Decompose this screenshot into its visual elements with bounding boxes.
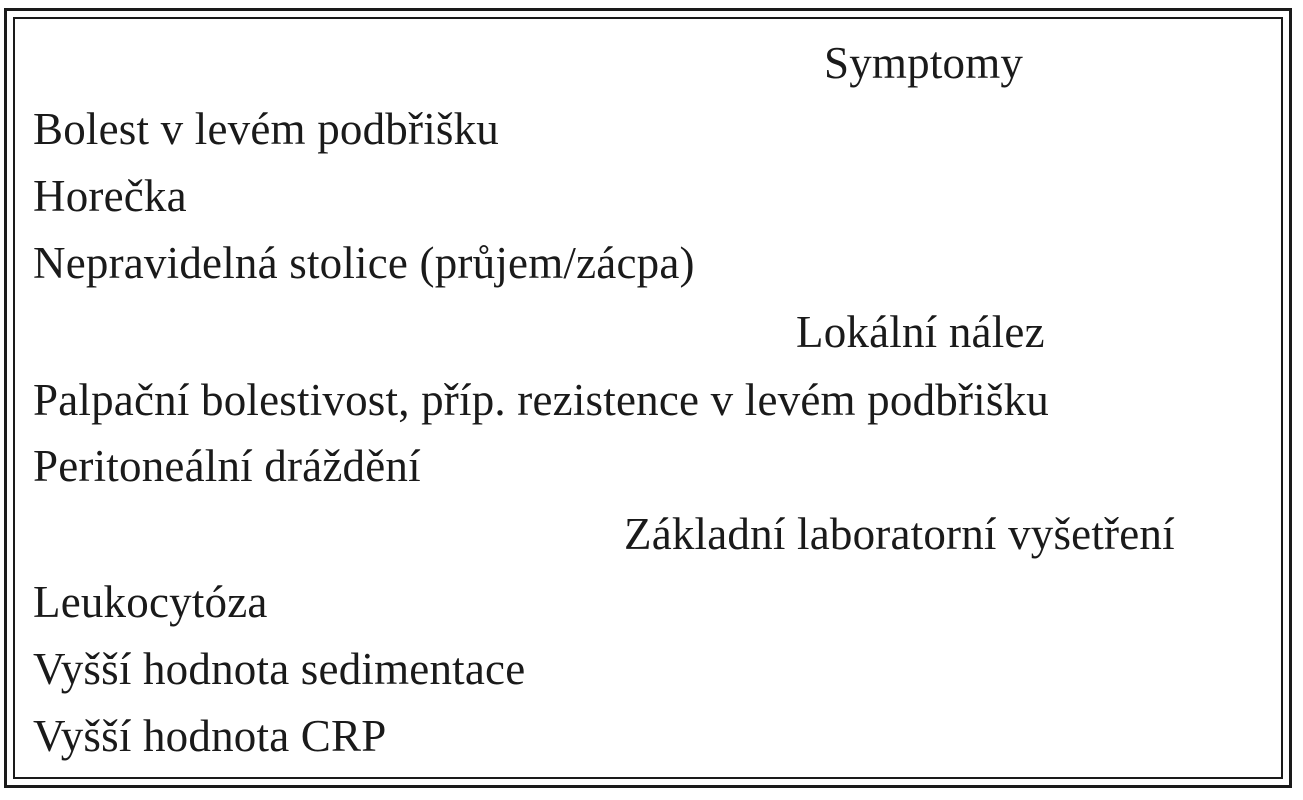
list-item: Vyšší hodnota CRP	[33, 711, 387, 761]
list-item: Bolest v levém podbřišku	[33, 104, 500, 154]
section-heading-basic-lab-tests: Základní laboratorní vyšetření	[624, 509, 1175, 559]
list-item: Horečka	[33, 171, 187, 221]
list-item: Nepravidelná stolice (průjem/zácpa)	[33, 238, 695, 288]
list-item: Vyšší hodnota sedimentace	[33, 644, 526, 694]
section-heading-symptoms: Symptomy	[824, 38, 1024, 88]
list-item: Peritoneální dráždění	[33, 441, 421, 491]
list-item: Palpační bolestivost, příp. rezistence v levém podbřišku	[33, 375, 1049, 425]
section-heading-local-finding: Lokální nález	[796, 307, 1045, 357]
list-item: Leukocytóza	[33, 577, 268, 627]
